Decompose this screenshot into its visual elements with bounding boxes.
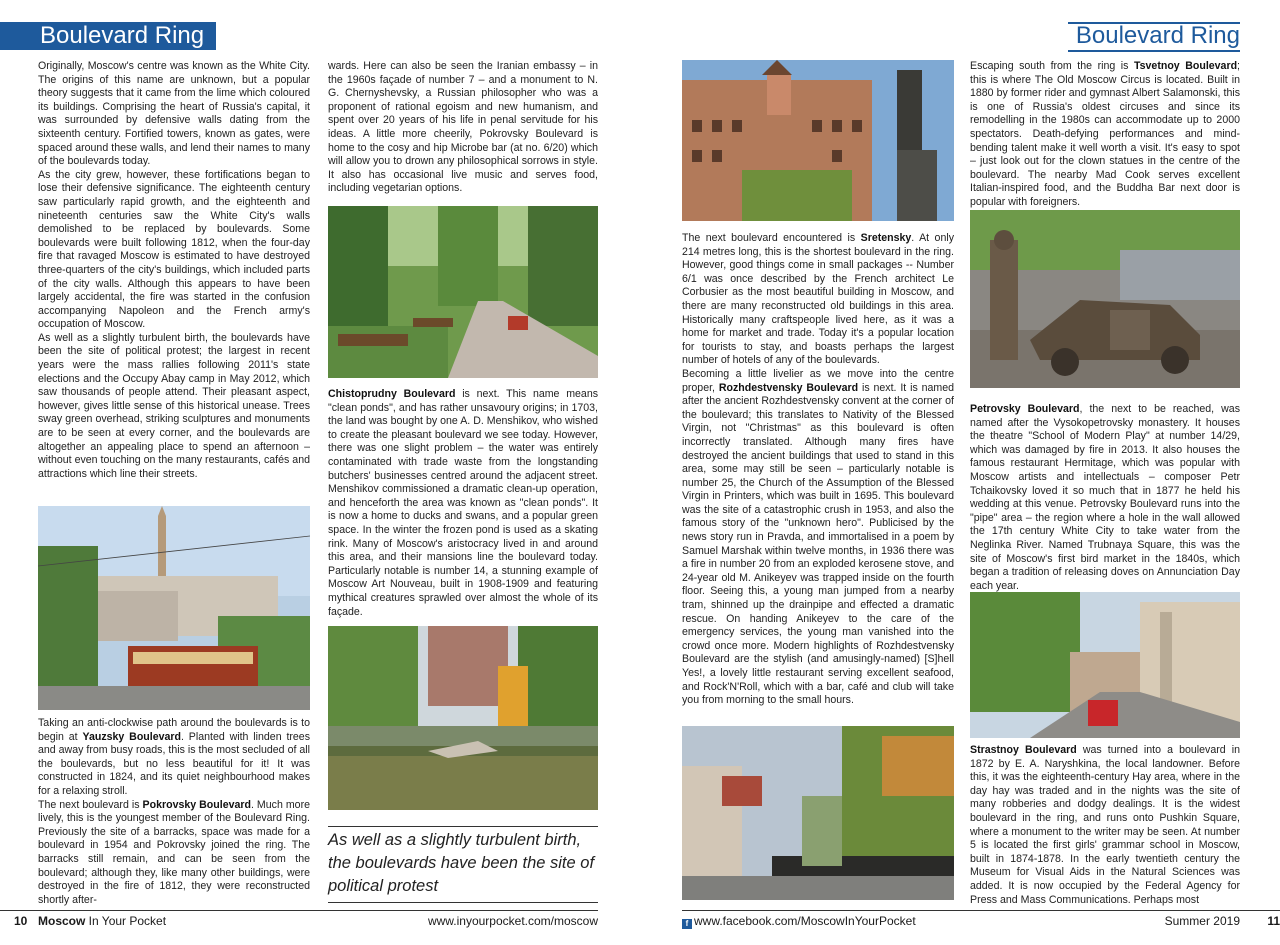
website-url[interactable]: www.inyourpocket.com/moscow <box>427 914 598 928</box>
boulevard-name: Chistoprudny Boulevard <box>328 388 456 400</box>
paragraph <box>682 232 954 368</box>
left-column-2 <box>328 60 598 196</box>
text: , the next to be reached, was named after the Vysokopetrovsky monastery. It houses the theatre "School of Modern Play" at number 14/29, which was damaged by fire in 2013. It also houses the famous restaurant Hermitage, which was popular with Moscow artists and intellectuals – composer Petr Tchaikovsky loved it so much that in 1877 he held his wedding at this venue. Petrovsky Boulevard runs into the "pipe" area – the region where a hole in the wall allowed the 17th century White City to take water from the Neglinka River. Named Trubnaya Square, this was the site of Moscow's first bird market in the 1840s, which began a tradition of releasing doves on Annunciation Day each year. <box>970 403 1240 592</box>
text: Escaping south from the ring is <box>970 60 1134 72</box>
pull-quote: As well as a slightly turbulent birth, the boulevards have been the site of political protest <box>328 826 598 903</box>
brand-rest: In Your Pocket <box>85 914 167 928</box>
right-page <box>660 0 1280 945</box>
paragraph <box>328 388 598 619</box>
page-number: 10 <box>14 914 28 928</box>
photo-tram-yauzsky <box>38 506 310 710</box>
section-banner-left: Boulevard Ring <box>0 22 216 50</box>
left-column-2-middle <box>328 388 598 619</box>
photo-petrovsky-street <box>970 592 1240 738</box>
footer-left <box>0 910 598 930</box>
page-number: 11 <box>1267 914 1280 928</box>
photo-circus-clown-statue <box>970 210 1240 388</box>
boulevard-name: Rozhdestvensky Boulevard <box>718 381 859 394</box>
text: . Much more lively, this is the youngest member of the Boulevard Ring. Previously the site of a barracks, space was made for a boulevard in 1954 and Pokrovsky joined the ring. The barracks still remain, and can be seen from the boulevard; although they, like many other buildings, were destroyed in the fire of 1812, they were reconstructed shortly after- <box>38 798 310 906</box>
facebook-url: www.facebook.com/MoscowInYourPocket <box>694 914 916 928</box>
paragraph: As well as a slightly turbulent birth, the boulevards have been the site of political protest; the largest in recent years were the mass rallies following 2011's state elections and the Occupy Abay camp in May 2012, which saw thousands of people attend. Their pleasant aspect, however, gives little sense of this historical unease. Trees sway green overhead, striking sculptures and monuments are to be seen at every corner, and the boulevards are altogether an appealing place to spend an afternoon – without even touching on the many restaurants, cafés and attractions which line their streets. <box>38 331 310 480</box>
left-column-1-lower <box>38 717 310 907</box>
boulevard-name: Petrovsky Boulevard <box>970 403 1080 415</box>
publication-name <box>38 911 166 931</box>
text: was turned into a boulevard in 1872 by E. A. Naryshkina, the local landowner. Before this, it was the eighteenth-century Hay area, where in the day hay was traded and in the nights was the site of many robberies and dodgy dealings. It is the widest boulevard in the ring, and runs onto Pushkin Square, where a monument to the writer may be seen. At number 5 is located the first girls' grammar school in Moscow, built in 1874-1878. In the early twentieth century the Museum for Visual Aids in the Natural Sciences was added. It is now occupied by the Federal Agency for Press and Mass Communications. Perhaps most <box>970 744 1240 906</box>
paragraph <box>38 717 310 799</box>
issue-label: Summer 2019 <box>1164 914 1240 928</box>
page-gutter <box>620 0 660 945</box>
paragraph: Originally, Moscow's centre was known as the White City. The origins of this name are unknown, but a popular theory suggests that it came from the lime which coloured its buildings. Comprising the heart of Russia's capital, it was surrounded by defensive walls dating from the sixteenth century. Fortified towers, known as gates, were spaced around these walls, and lend their names to many of the boulevards today. <box>38 60 310 168</box>
section-banner-right: Boulevard Ring <box>1068 22 1240 52</box>
paragraph: As the city grew, however, these fortifications began to lose their defensive significance. The eighteenth century saw particularly rapid growth, and the eighteenth and nineteenth centuries saw the White City's walls demolished to be replaced by boulevards. Some boulevards were built following 1812, when the four-day fire that ravaged Moscow is estimated to have destroyed three-quarters of the city's buildings, which included parts of the city walls. Although this appears to have been largely accidental, the fire was started in the confusion accompanying Napoleon and the French army's occupation of Moscow. <box>38 168 310 331</box>
brand-bold: Moscow <box>38 914 86 928</box>
paragraph <box>970 403 1240 593</box>
text: is next. It is named after the ancient Rozhdestvensky convent at the corner of the boulevard; this translates to Nativity of the Blessed Virgin, not "Christmas" as this boulevard is often incorrectly translated. Although many fires have destroyed the ancient buildings that used to stand in this area, some may still be seen – particularly notable is number 25, the Church of the Assumption of the Blessed Virgin in Printers, which was built in 1695. This boulevard was the site of a catastrophic crush in 1953, and also the famous story of the "unknown hero". Publicised by the news story run in Pravda, and immortalised in a poem by Samuel Marshak within twelve months, in 1936 there was a fire in number 20 from an exploded kerosene stove, and 24-year old M. Anikeyev was trapped inside on the fourth floor. Seeing this, a young man jumped from a nearby tram, shinned up the drainpipe and effected a dramatic rescue. On handing Anikeyev to the care of the emergency services, the young man vanished into the crowd once more. Modern highlights of Rozhdestvensky Boulevard are the stylish (and amusingly-named) [S]hell Yes!, a lovely little restaurant serving excellent seafood, and Rock'N'Roll, which with a bar, café and club will take you from morning to the small hours. <box>682 381 955 707</box>
paragraph <box>38 799 310 908</box>
paragraph <box>682 368 954 708</box>
photo-sretensky-building <box>682 60 954 221</box>
text: Becoming a little livelier as we move into the centre proper, <box>682 367 954 394</box>
text: is next. This name means "clean ponds", and has rather unsavoury origins; in 1703, the land was bought by one A. D. Menshikov, who wished to create the pleasant boulevard we see today. However, there was one slight problem – the water was entirely contaminated with trade waste from the longstanding butchers' businesses centred around the adjacent street. Menshikov commissioned a dramatic clean-up operation, and henceforth the area was known as "clean ponds". It is now a home to ducks and swans, and a popular green space. In the winter the frozen pond is used as a skating rink. Many of Moscow's aristocracy lived in and around this area, and their mansions line the boulevard today. Particularly notable is number 14, a stunning example of Moscow Art Nouveau, built in 1908-1909 and featuring mythical creatures sprawled over almost the whole of its façade. <box>328 388 599 618</box>
footer-right <box>682 910 1280 930</box>
paragraph <box>970 60 1240 210</box>
right-column-2-middle <box>970 403 1240 593</box>
facebook-icon: f <box>682 919 692 929</box>
text: Taking an anti-clockwise path around the boulevards is to begin at <box>38 717 310 743</box>
photo-chistye-prudy-pond <box>328 626 598 810</box>
boulevard-name: Pokrovsky Boulevard <box>142 798 251 811</box>
paragraph: wards. Here can also be seen the Iranian embassy – in the 1960s façade of number 7 – and a monument to N. G. Chernyshevsky, a Russian philosopher who was a proponent of rational egoism and new humanism, and spent over 20 years of his life in penal servitude for his ideas. A little more cheerily, Pokrovsky Boulevard is home to the cosy and hip Microbe bar (at no. 6/20) which will allow you to drown any philosophical sorrows in style. It also has occasional live music and serves food, including vegetarian options. <box>328 60 598 195</box>
photo-boulevard-benches <box>328 206 598 378</box>
boulevard-name: Sretensky <box>860 232 912 244</box>
paragraph <box>970 744 1240 907</box>
text: . At only 214 metres long, this is the shortest boulevard in the ring. However, good things come in small packages -- Number 6/1 was once described by the French architect Le Corbusier as the most beautiful building in Moscow, and there are many reconstructed old buildings in this area. Historically many craftspeople lived here, as it was a home for market and trade. Today it's a popular location for tourists to stay, and boasts perhaps the largest number of hotels of any of the boulevards. <box>682 232 954 367</box>
text: The next boulevard is <box>38 798 143 811</box>
boulevard-name: Yauzsky Boulevard <box>82 730 181 743</box>
text: . Planted with linden trees and away from busy roads, this is the most secluded of all the boulevards, but no less beautiful for it! It was constructed in 1824, and its quiet neighbourhood makes for a relaxing stroll. <box>38 730 310 797</box>
boulevard-name: Strastnoy Boulevard <box>970 744 1077 756</box>
text: ; this is where The Old Moscow Circus is located. Built in 1880 by former rider and gymnast Albert Salamonski, this is one of Russia's oldest circuses and since its remodelling in the 1980s can accommodate up to 2000 spectators. Death-defying performances and mind-bending talent make it well worth a visit. It's easy to spot – just look out for the clown statues in the centre of the boulevard. The nearby Mad Cook serves excellent Italian-inspired food, and the Buddha Bar next door is popular with foreigners. <box>970 60 1240 208</box>
photo-rozhdestvensky-street <box>682 726 954 900</box>
boulevard-name: Tsvetnoy Boulevard <box>1133 60 1238 72</box>
right-column-2-lower <box>970 744 1240 907</box>
right-column-1 <box>682 232 954 708</box>
facebook-link[interactable] <box>682 911 916 931</box>
right-column-2 <box>970 60 1240 210</box>
left-page <box>0 0 620 945</box>
text: The next boulevard encountered is <box>682 232 861 244</box>
left-column-1 <box>38 60 310 481</box>
